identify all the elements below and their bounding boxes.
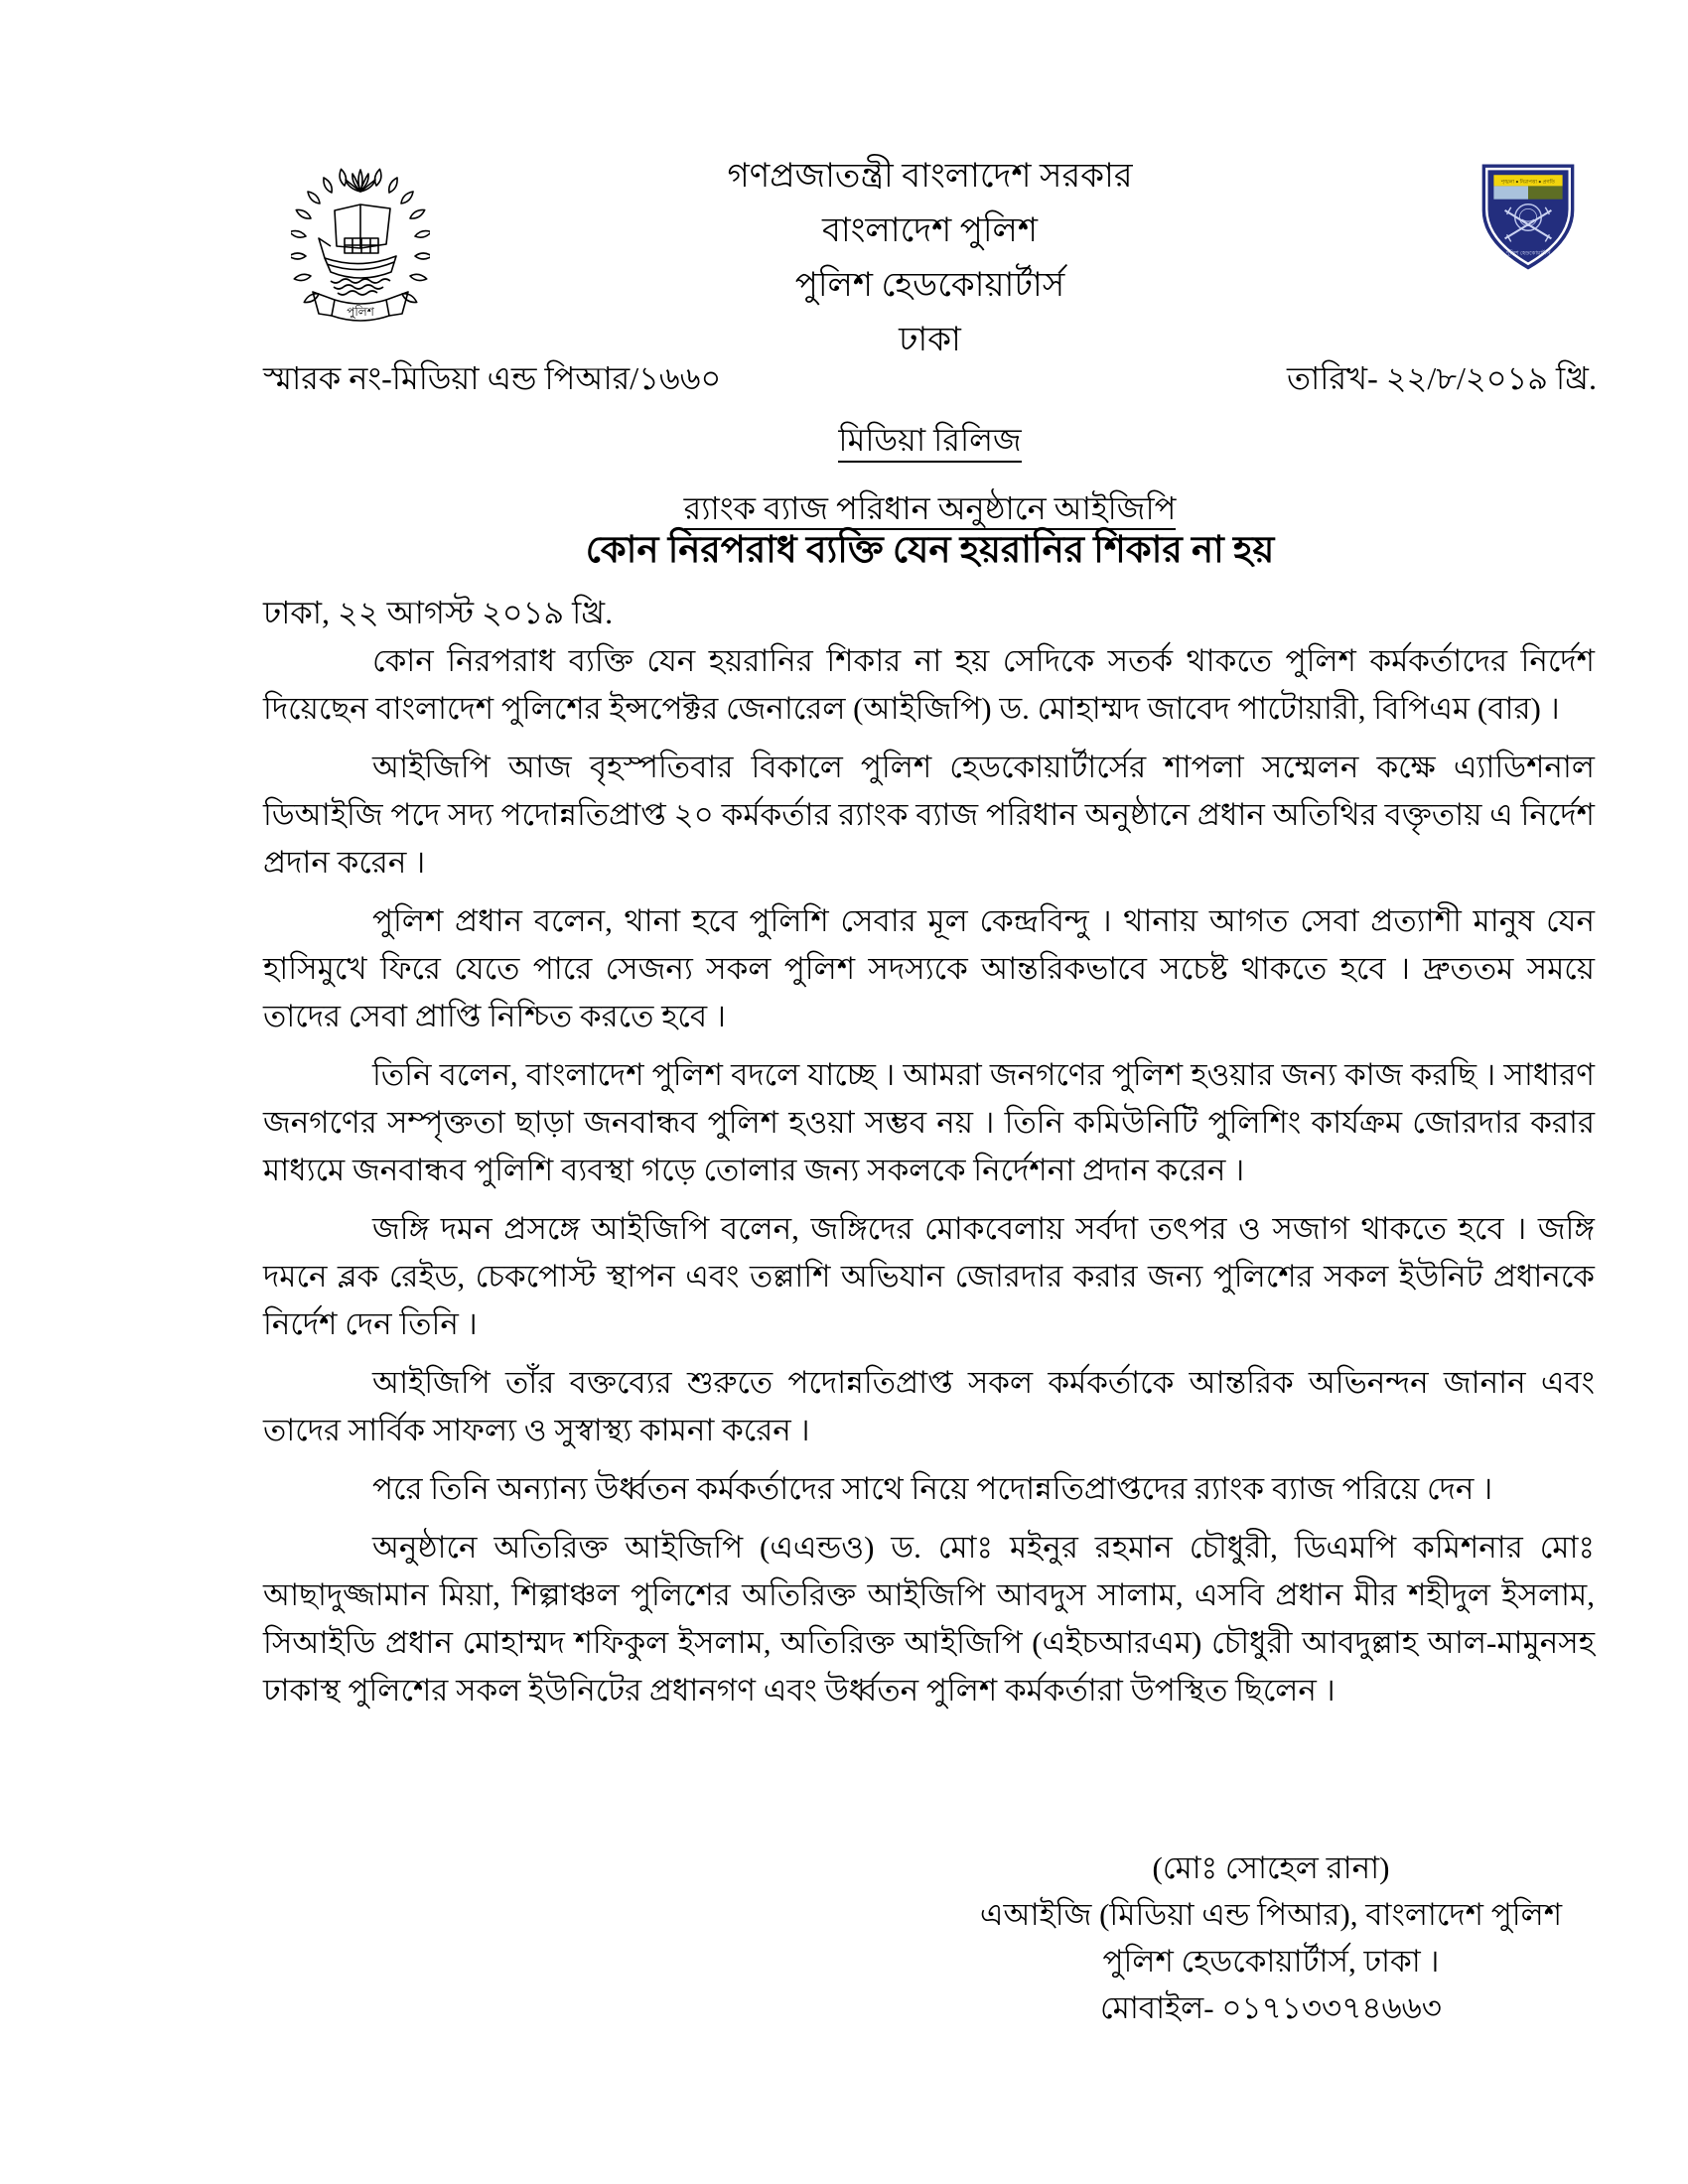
body-paragraph: অনুষ্ঠানে অতিরিক্ত আইজিপি (এএন্ডও) ড. মোঃ মইনুর রহমান চৌধুরী, ডিএমপি কমিশনার মোঃ আছাদুজ্জামান মিয়া, শিল্পাঞ্চল পুলিশের অতিরিক্ত আইজিপি আবদুস সালাম, এসবি প্রধান মীর শহীদুল ইসলাম, সিআইডি প্রধান মোহাম্মদ শফিকুল ইসলাম, অতিরিক্ত আইজিপি (এইচআরএম) চৌধুরী আবদুল্লাহ আল-মামুনসহ ঢাকাস্থ পুলিশের সকল ইউনিটের প্রধানগণ এবং উর্ধ্বতন পুলিশ কর্মকর্তারা উপস্থিত ছিলেন । xyxy=(263,1530,1595,1707)
memo-number: স্মারক নং-মিডিয়া এন্ড পিআর/১৬৬০ xyxy=(263,360,722,396)
body-paragraph: কোন নিরপরাধ ব্যক্তি যেন হয়রানির শিকার না হয় সেদিকে সতর্ক থাকতে পুলিশ কর্মকর্তাদের নির্দেশ দিয়েছেন বাংলাদেশ পুলিশের ইন্সপেক্টর জেনারেল (আইজিপি) ড. মোহাম্মদ জাবেদ পাটোয়ারী, বিপিএম (বার) । xyxy=(263,643,1595,726)
release-title: কোন নিরপরাধ ব্যক্তি যেন হয়রানির শিকার না হয় xyxy=(585,530,1275,571)
signatory-office: পুলিশ হেডকোয়ার্টার্স, ঢাকা । xyxy=(1102,1944,1440,1979)
shield-motto: শৃঙ্খলা ● নিরাপত্তা ● প্রগতি xyxy=(1501,179,1555,186)
letterhead-organization: বাংলাদেশ পুলিশ xyxy=(821,212,1038,249)
body-paragraph: পুলিশ প্রধান বলেন, থানা হবে পুলিশি সেবার মূল কেন্দ্রবিন্দু । থানায় আগত সেবা প্রত্যাশী মানুষ যেন হাসিমুখে ফিরে যেতে পারে সেজন্য সকল পুলিশ সদস্যকে আন্তরিকভাবে সচেষ্ট থাকতে হবে । দ্রুততম সময়ে তাদের সেবা প্রাপ্তি নিশ্চিত করতে হবে । xyxy=(263,903,1595,1033)
dateline: ঢাকা, ২২ আগস্ট ২০১৯ খ্রি. xyxy=(263,595,614,630)
body-paragraph: আইজিপি তাঁর বক্তব্যের শুরুতে পদোন্নতিপ্রাপ্ত সকল কর্মকর্তাকে আন্তরিক অভিনন্দন জানান এবং তাদের সার্বিক সাফল্য ও সুস্বাস্থ্য কামনা করেন । xyxy=(263,1365,1595,1447)
release-subtitle: র‍্যাংক ব্যাজ পরিধান অনুষ্ঠানে আইজিপি xyxy=(263,483,1597,537)
police-headquarters-shield-icon xyxy=(1477,162,1579,273)
shield-label: পুলিশ হেডকোয়ার্টার্স xyxy=(1505,250,1551,257)
signatory-designation: এআইজি (মিডিয়া এন্ড পিআর), বাংলাদেশ পুলিশ xyxy=(979,1897,1563,1932)
memo-date: তারিখ- ২২/৮/২০১৯ খ্রি. xyxy=(1287,360,1597,396)
release-type-heading: মিডিয়া রিলিজ xyxy=(263,415,1597,469)
body-paragraph: জঙ্গি দমন প্রসঙ্গে আইজিপি বলেন, জঙ্গিদের মোকবেলায় সর্বদা তৎপর ও সজাগ থাকতে হবে । জঙ্গি দমনে ব্লক রেইড, চেকপোস্ট স্থাপন এবং তল্লাশি অভিযান জোরদার করার জন্য পুলিশের সকল ইউনিট প্রধানকে নির্দেশ দেন তিনি । xyxy=(263,1211,1595,1341)
body-paragraph: পরে তিনি অন্যান্য উর্ধ্বতন কর্মকর্তাদের সাথে নিয়ে পদোন্নতিপ্রাপ্তদের র‍্যাংক ব্যাজ পরিয়ে দেন । xyxy=(372,1471,1493,1506)
signature-block xyxy=(958,1844,1584,2031)
letterhead-government: গণপ্রজাতন্ত্রী বাংলাদেশ সরকার xyxy=(727,158,1133,195)
body-paragraph: আইজিপি আজ বৃহস্পতিবার বিকালে পুলিশ হেডকোয়ার্টার্সের শাপলা সম্মেলন কক্ষে এ্যাডিশনাল ডিআইজি পদে সদ্য পদোন্নতিপ্রাপ্ত ২০ কর্মকর্তার র‍্যাংক ব্যাজ পরিধান অনুষ্ঠানে প্রধান অতিথির বক্তৃতায় এ নির্দেশ প্রদান করেন । xyxy=(263,750,1595,880)
letterhead xyxy=(263,149,1597,367)
letterhead-city: ঢাকা xyxy=(899,322,961,358)
letterhead-office: পুলিশ হেডকোয়ার্টার্স xyxy=(794,267,1065,304)
signatory-mobile: মোবাইল- ০১৭১৩৩৭৪৬৬৩ xyxy=(1100,1990,1442,2025)
crest-banner-label: পুলিশ xyxy=(347,305,374,319)
signatory-name: (মোঃ সোহেল রানা) xyxy=(1152,1850,1390,1885)
release-body xyxy=(263,637,1595,1725)
memo-row xyxy=(263,353,1597,407)
body-paragraph: তিনি বলেন, বাংলাদেশ পুলিশ বদলে যাচ্ছে । আমরা জনগণের পুলিশ হওয়ার জন্য কাজ করছি । সাধারণ জনগণের সম্পৃক্ততা ছাড়া জনবান্ধব পুলিশ হওয়া সম্ভব নয় । তিনি কমিউনিটি পুলিশিং কার্যক্রম জোরদার করার মাধ্যমে জনবান্ধব পুলিশি ব্যবস্থা গড়ে তোলার জন্য সকলকে নির্দেশনা প্রদান করেন । xyxy=(263,1057,1595,1187)
